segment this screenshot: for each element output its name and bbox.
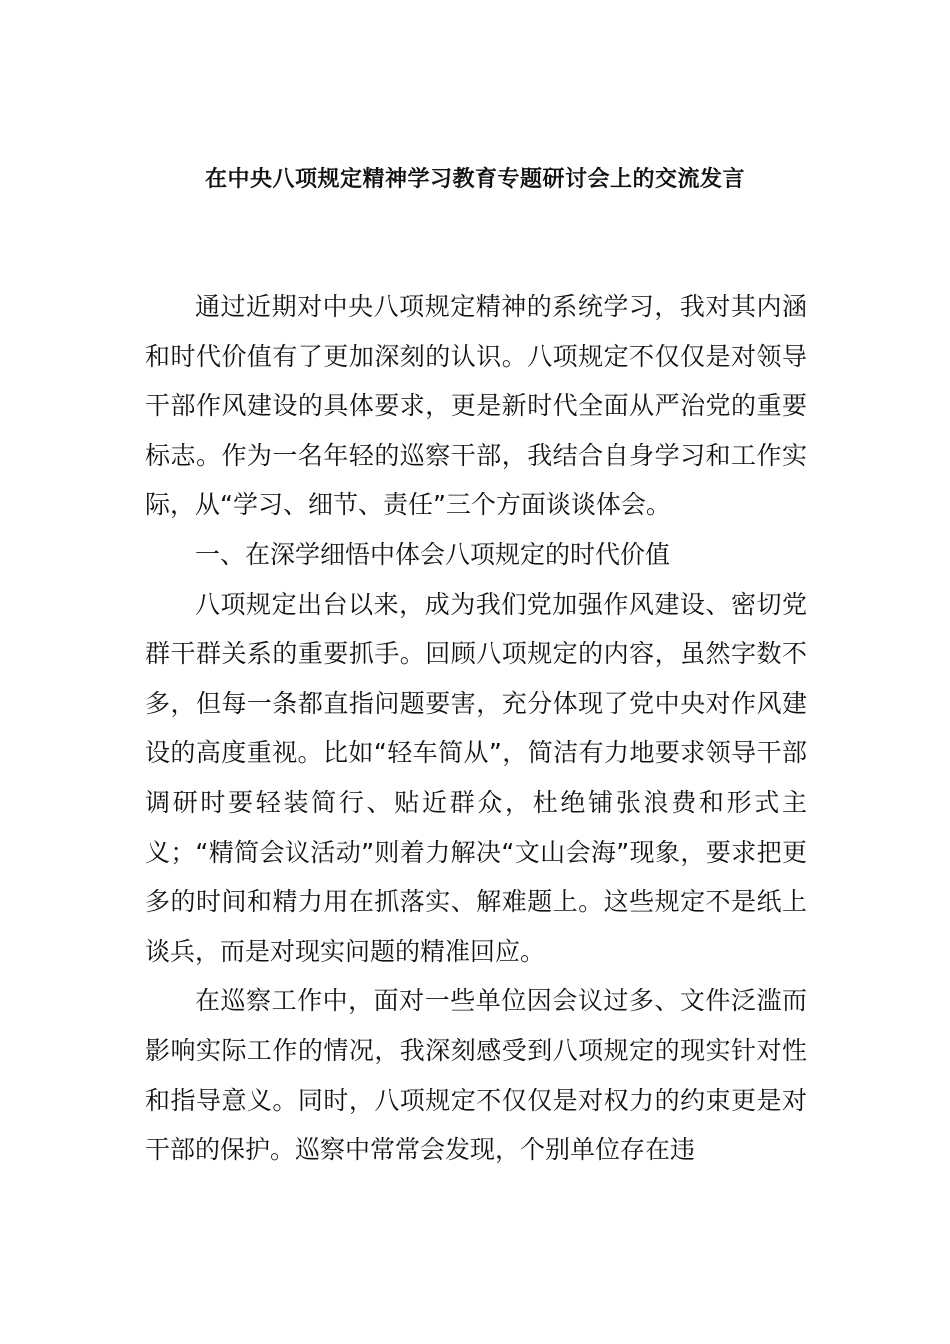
- paragraph-intro: 通过近期对中央八项规定精神的系统学习，我对其内涵和时代价值有了更加深刻的认识。八项规定不仅仅是对领导干部作风建设的具体要求，更是新时代全面从严治党的重要标志。作为一名年轻的巡察干部，我结合自身学习和工作实际，从“学习、细节、责任”三个方面谈谈体会。: [145, 292, 807, 520]
- document-title: 在中央八项规定精神学习教育专题研讨会上的交流发言: [204, 167, 745, 192]
- document-body: [145, 282, 807, 1175]
- paragraph-section-1b: 在巡察工作中，面对一些单位因会议过多、文件泛滥而影响实际工作的情况，我深刻感受到八项规定的现实针对性和指导意义。同时，八项规定不仅仅是对权力的约束更是对干部的保护。巡察中常常会发现，个别单位存在违: [145, 986, 807, 1165]
- paragraph-section-1a: 八项规定出台以来，成为我们党加强作风建设、密切党群干群关系的重要抓手。回顾八项规定的内容，虽然字数不多，但每一条都直指问题要害，充分体现了党中央对作风建设的高度重视。比如“轻车简从”，简洁有力地要求领导干部调研时要轻装简行、贴近群众，杜绝铺张浪费和形式主义；“精简会议活动”则着力解决“文山会海”现象，要求把更多的时间和精力用在抓落实、解难题上。这些规定不是纸上谈兵，而是对现实问题的精准回应。: [145, 589, 807, 966]
- section-heading-1: 一、在深学细悟中体会八项规定的时代价值: [195, 539, 671, 569]
